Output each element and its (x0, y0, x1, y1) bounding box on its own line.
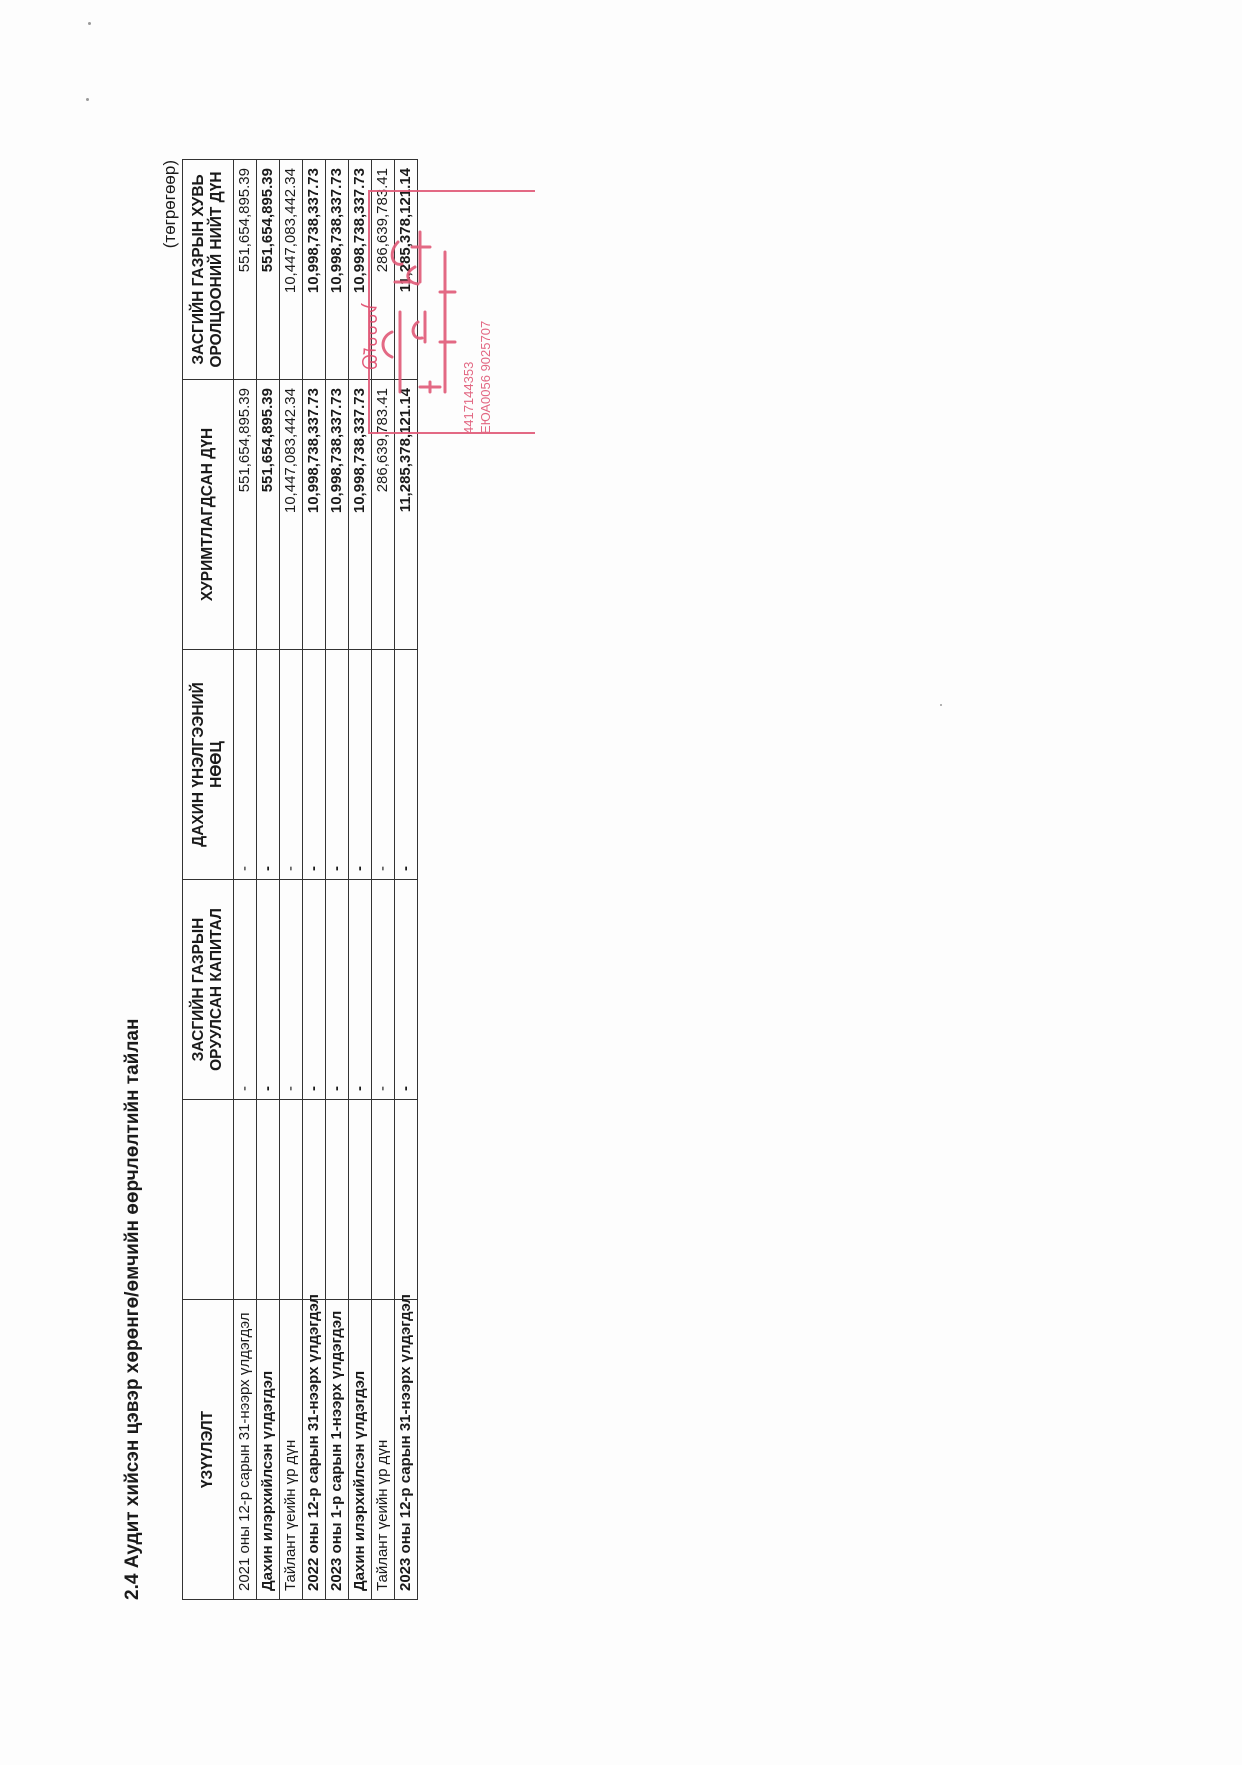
row-spacer (303, 1100, 326, 1300)
row-total: 551,654,895.39 (257, 160, 280, 380)
row-reserve: - (303, 650, 326, 880)
row-spacer (257, 1100, 280, 1300)
row-accumulated: 10,998,738,337.73 (303, 380, 326, 650)
row-capital: - (395, 880, 418, 1100)
row-total: 11,285,378,121.14 (395, 160, 418, 380)
scan-speck (88, 22, 91, 25)
stamp-code-line1: 4417144353 (461, 361, 476, 434)
row-accumulated: 11,285,378,121.14 (395, 380, 418, 650)
row-capital: - (234, 880, 257, 1100)
row-label: 2021 оны 12-р сарын 31-нээрх үлдэгдэл (234, 1300, 257, 1600)
row-label: Дахин илэрхийлсэн үлдэгдэл (349, 1300, 372, 1600)
header-accumulated: ХУРИМТЛАГДСАН ДҮН (183, 380, 234, 650)
stamp-code-line2: ЕЮА0056 9025707 (478, 320, 493, 434)
row-capital: - (280, 880, 303, 1100)
row-total: 10,447,083,442.34 (280, 160, 303, 380)
table-row (303, 160, 326, 1600)
table-row (234, 160, 257, 1600)
row-reserve: - (349, 650, 372, 880)
row-spacer (395, 1100, 418, 1300)
scan-speck (940, 704, 942, 706)
report-title: 2.4 Аудит хийсэн цэвэр хөрөнгө/өмчийн өөрчлөлтийн тайлан (122, 1018, 143, 1600)
row-accumulated: 551,654,895.39 (234, 380, 257, 650)
row-capital: - (349, 880, 372, 1100)
stamp-registration-code (460, 254, 500, 434)
row-total: 286,639,783.41 (372, 160, 395, 380)
row-label: Тайлант үеийн үр дүн (280, 1300, 303, 1600)
row-accumulated: 10,447,083,442.34 (280, 380, 303, 650)
row-label: Дахин илэрхийлсэн үлдэгдэл (257, 1300, 280, 1600)
header-spacer (183, 1100, 234, 1300)
row-reserve: - (372, 650, 395, 880)
row-total: 551,654,895.39 (234, 160, 257, 380)
row-label: 2023 оны 1-р сарын 1-нээрх үлдэгдэл (326, 1300, 349, 1600)
row-total: 10,998,738,337.73 (326, 160, 349, 380)
row-spacer (349, 1100, 372, 1300)
row-reserve: - (257, 650, 280, 880)
header-capital: ЗАСГИЙН ГАЗРЫН ОРУУЛСАН КАПИТАЛ (183, 880, 234, 1100)
row-spacer (234, 1100, 257, 1300)
table-header-row (183, 160, 234, 1600)
row-total: 10,998,738,337.73 (303, 160, 326, 380)
row-label: Тайлант үеийн үр дүн (372, 1300, 395, 1600)
row-capital: - (372, 880, 395, 1100)
scan-speck (86, 98, 89, 101)
row-spacer (280, 1100, 303, 1300)
table-row (257, 160, 280, 1600)
row-spacer (326, 1100, 349, 1300)
row-capital: - (257, 880, 280, 1100)
row-spacer (372, 1100, 395, 1300)
row-reserve: - (280, 650, 303, 880)
currency-unit: (төгрөгөөр) (160, 160, 179, 249)
table-row (326, 160, 349, 1600)
row-accumulated: 10,998,738,337.73 (326, 380, 349, 650)
header-total: ЗАСГИЙН ГАЗРЫН ХУВЬ ОРОЛЦООНИЙ НИЙТ ДҮН (183, 160, 234, 380)
row-reserve: - (234, 650, 257, 880)
row-accumulated: 286,639,783.41 (372, 380, 395, 650)
row-reserve: - (395, 650, 418, 880)
official-stamp (359, 190, 535, 434)
row-reserve: - (326, 650, 349, 880)
stamp-script-marks (359, 192, 535, 432)
row-accumulated: 551,654,895.39 (257, 380, 280, 650)
row-total: 10,998,738,337.73 (349, 160, 372, 380)
header-reserve: ДАХИН ҮНЭЛГЭЭНИЙ НӨӨЦ (183, 650, 234, 880)
row-capital: - (326, 880, 349, 1100)
row-accumulated: 10,998,738,337.73 (349, 380, 372, 650)
table-row (280, 160, 303, 1600)
row-label: 2022 оны 12-р сарын 31-нээрх үлдэгдэл (303, 1300, 326, 1600)
header-indicator: ҮЗҮҮЛЭЛТ (183, 1300, 234, 1600)
row-label: 2023 оны 12-р сарын 31-нээрх үлдэгдэл (395, 1300, 418, 1600)
svg-text:ᠪᠤᠯᠣᠣᠳ: ᠪᠤᠯᠣᠣᠳ (359, 302, 383, 370)
row-capital: - (303, 880, 326, 1100)
